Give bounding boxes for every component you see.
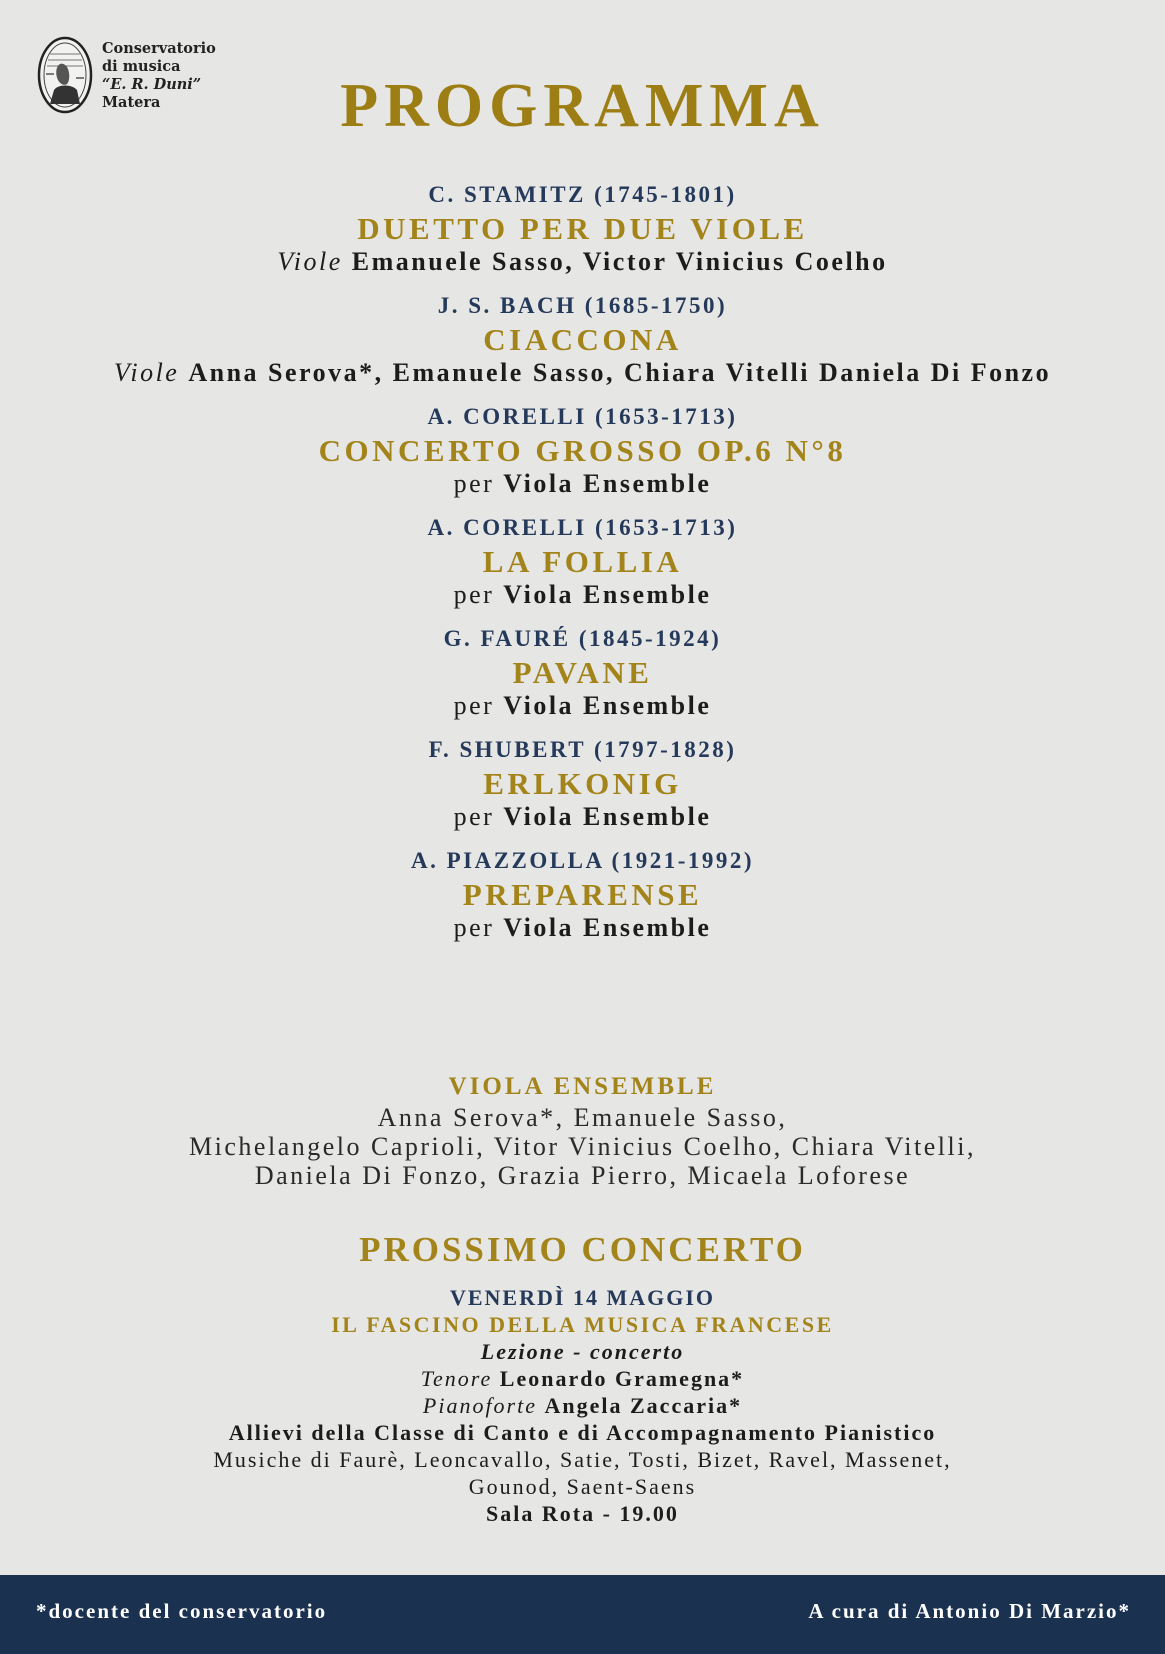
next-concert-section xyxy=(0,1228,1165,1527)
tenor-line xyxy=(0,1365,1165,1392)
students-line xyxy=(0,1419,1165,1446)
ensemble-members-line: Daniela Di Fonzo, Grazia Pierro, Micaela Loforese xyxy=(254,1161,911,1190)
performers-prefix: Viole xyxy=(113,358,180,387)
piano-label: Pianoforte xyxy=(422,1393,537,1418)
venue-line xyxy=(0,1500,1165,1527)
next-concert-heading: PROSSIMO CONCERTO xyxy=(359,1230,806,1269)
piano-name: Angela Zaccaria* xyxy=(544,1393,743,1418)
students-text: Allievi della Classe di Canto e di Accompagnamento Pianistico xyxy=(228,1420,937,1445)
performers-prefix: per xyxy=(453,691,495,720)
program-item xyxy=(0,733,1165,833)
logo-line-1: Conservatorio xyxy=(102,40,216,57)
performers xyxy=(0,690,1165,722)
performers-prefix: per xyxy=(453,469,495,498)
program-list xyxy=(0,178,1165,955)
performers xyxy=(0,468,1165,500)
performers-names: Anna Serova*, Emanuele Sasso, Chiara Vitelli Daniela Di Fonzo xyxy=(188,358,1052,387)
music-line-2: Gounod, Saent-Saens xyxy=(468,1474,697,1499)
subtitle-text: Lezione - concerto xyxy=(480,1339,685,1364)
ensemble-members-line: Anna Serova*, Emanuele Sasso, xyxy=(377,1103,788,1132)
work-title: ERLKONIG xyxy=(483,766,682,801)
work-title: PAVANE xyxy=(512,655,653,690)
performers xyxy=(0,357,1165,389)
footer-note: *docente del conservatorio xyxy=(36,1599,328,1623)
tenor-name: Leonardo Gramegna* xyxy=(499,1366,745,1391)
venue-text: Sala Rota - 19.00 xyxy=(486,1501,679,1526)
performers-prefix: per xyxy=(453,802,495,831)
performers xyxy=(0,579,1165,611)
program-item xyxy=(0,622,1165,722)
next-concert-title: IL FASCINO DELLA MUSICA FRANCESE xyxy=(331,1312,834,1337)
performers-names: Viola Ensemble xyxy=(503,691,712,720)
ensemble-section xyxy=(0,1071,1165,1190)
tenor-label: Tenore xyxy=(420,1366,493,1391)
composer: A. CORELLI (1653-1713) xyxy=(427,515,738,540)
performers-names: Viola Ensemble xyxy=(503,580,712,609)
footer-curator: A cura di Antonio Di Marzio* xyxy=(808,1599,1131,1623)
performers-prefix: per xyxy=(453,913,495,942)
work-title: PREPARENSE xyxy=(462,877,703,912)
performers-prefix: Viole xyxy=(277,247,343,276)
ensemble-members-line: Michelangelo Caprioli, Vitor Vinicius Coelho, Chiara Vitelli, xyxy=(189,1132,976,1161)
logo-line-3: “E. R. Duni” xyxy=(102,76,202,93)
next-concert-date: VENERDÌ 14 MAGGIO xyxy=(449,1285,715,1310)
composer: A. PIAZZOLLA (1921-1992) xyxy=(410,848,755,873)
work-title: LA FOLLIA xyxy=(482,544,683,579)
footer-bar xyxy=(0,1575,1165,1654)
page-title: PROGRAMMA xyxy=(340,72,825,140)
performers-prefix: per xyxy=(453,580,495,609)
composer: G. FAURÉ (1845-1924) xyxy=(443,626,722,651)
composer: F. SHUBERT (1797-1828) xyxy=(428,737,737,762)
performers-names: Viola Ensemble xyxy=(503,913,712,942)
piano-line xyxy=(0,1392,1165,1419)
performers-names: Viola Ensemble xyxy=(503,469,712,498)
work-title: CONCERTO GROSSO OP.6 N°8 xyxy=(318,433,847,468)
program-item xyxy=(0,511,1165,611)
performers-names: Viola Ensemble xyxy=(503,802,712,831)
work-title: DUETTO PER DUE VIOLE xyxy=(357,211,808,246)
program-item xyxy=(0,289,1165,389)
logo-line-4: Matera xyxy=(102,94,161,111)
composer: J. S. BACH (1685-1750) xyxy=(437,293,728,318)
composer: C. STAMITZ (1745-1801) xyxy=(428,182,737,207)
logo-line-2: di musica xyxy=(102,58,181,75)
program-item xyxy=(0,400,1165,500)
music-line-1: Musiche di Faurè, Leoncavallo, Satie, Tosti, Bizet, Ravel, Massenet, xyxy=(213,1447,952,1472)
performers-names: Emanuele Sasso, Victor Vinicius Coelho xyxy=(351,247,888,276)
ensemble-title: VIOLA ENSEMBLE xyxy=(448,1073,717,1100)
program-item xyxy=(0,178,1165,278)
next-concert-subtitle xyxy=(0,1338,1165,1365)
work-title: CIACCONA xyxy=(483,322,682,357)
performers xyxy=(0,801,1165,833)
performers xyxy=(0,912,1165,944)
program-item xyxy=(0,844,1165,944)
performers xyxy=(0,246,1165,278)
composer: A. CORELLI (1653-1713) xyxy=(427,404,738,429)
